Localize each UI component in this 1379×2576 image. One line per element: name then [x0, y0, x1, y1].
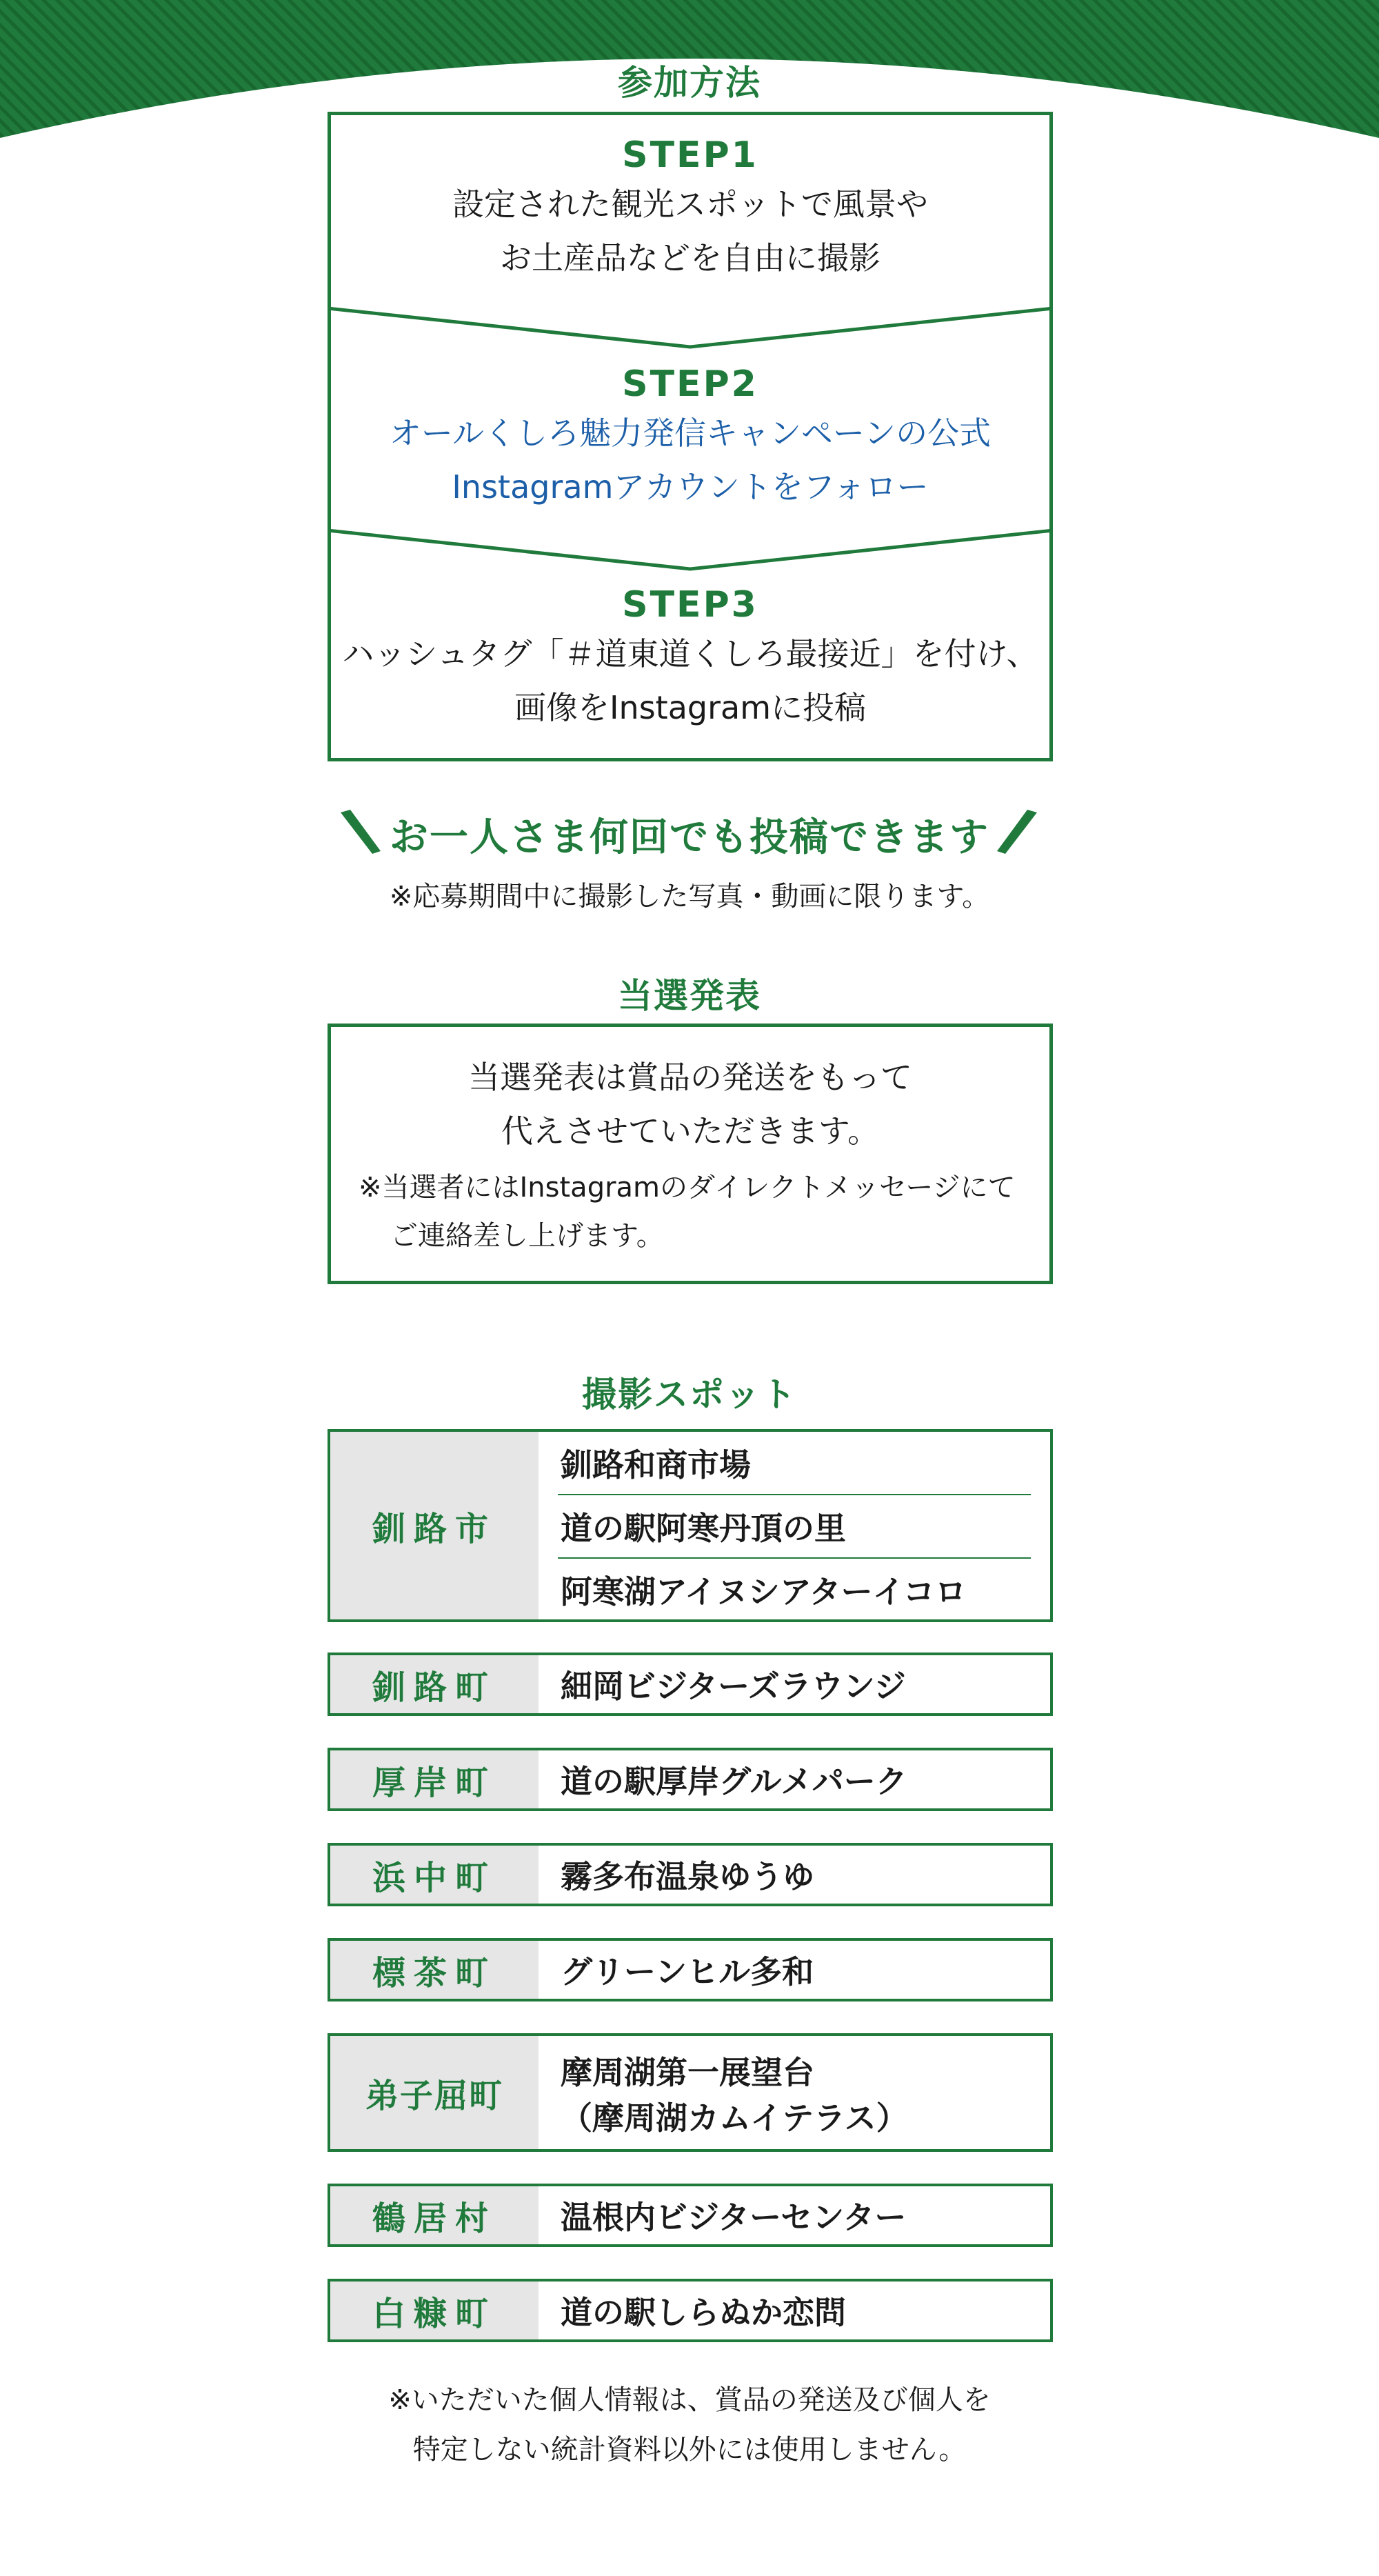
spot-name: 道の駅厚岸グルメパーク — [561, 1763, 907, 1800]
step-1-line2: お土産品などを自由に撮影 — [500, 239, 880, 277]
spot-row-akkeshi — [328, 1748, 1053, 1811]
step-3-line2: 画像をInstagramに投稿 — [514, 689, 867, 726]
step-2-line1: オールくしろ魅力発信キャンペーンの公式 — [389, 415, 992, 452]
town-label: 厚岸町 — [330, 1750, 538, 1808]
privacy-note-line2: 特定しない統計資料以外には使用しません。 — [412, 2434, 967, 2466]
town-label: 標茶町 — [330, 1941, 538, 1999]
step-2-label: STEP2 — [622, 363, 758, 405]
step-2-line2: Instagramアカウントをフォロー — [452, 468, 929, 506]
step-3 — [331, 584, 1049, 735]
step-1-line1: 設定された観光スポットで風景や — [452, 186, 928, 223]
spot-row-shibecha — [328, 1938, 1053, 2001]
step-divider-chevron — [328, 528, 1053, 573]
spot-row-hamanaka — [328, 1843, 1053, 1906]
spot-row-kushiro-city — [328, 1429, 1053, 1622]
participation-title: 参加方法 — [618, 63, 761, 103]
step-1 — [331, 134, 1049, 285]
announcement-note2: ご連絡差し上げます。 — [390, 1220, 664, 1252]
announcement-line2: 代えさせていただきます。 — [501, 1112, 880, 1150]
post-anytime-headline: お一人さま何回でも投稿できます — [390, 815, 989, 860]
town-label: 弟子屈町 — [330, 2036, 538, 2149]
announcement-line1: 当選発表は賞品の発送をもって — [468, 1059, 912, 1096]
spot-name: 霧多布温泉ゆうゆ — [561, 1858, 814, 1895]
spot-name: グリーンヒル多和 — [561, 1953, 814, 1990]
spot-name: 釧路和商市場 — [561, 1446, 751, 1484]
town-label: 鶴居村 — [330, 2186, 538, 2244]
town-label: 釧路市 — [330, 1432, 538, 1619]
spot-row-tsurui — [328, 2184, 1053, 2247]
town-label: 白糠町 — [330, 2282, 538, 2339]
step-3-label: STEP3 — [622, 584, 758, 626]
spot-name: 摩周湖第一展望台 — [561, 2054, 814, 2091]
step-divider-chevron — [328, 306, 1053, 351]
spots-title: 撮影スポット — [582, 1375, 797, 1415]
right-slash-icon — [993, 808, 1041, 857]
step-1-label: STEP1 — [622, 134, 758, 176]
spot-name: 細岡ビジターズラウンジ — [561, 1668, 906, 1705]
spot-row-shiranuka — [328, 2279, 1053, 2342]
privacy-note-line1: ※いただいた個人情報は、賞品の発送及び個人を — [388, 2384, 991, 2416]
spot-name: （摩周湖カムイテラス） — [561, 2099, 908, 2137]
spot-name: 道の駅阿寒丹頂の里 — [561, 1510, 846, 1547]
step-2 — [331, 363, 1049, 514]
step-3-line1: ハッシュタグ「＃道東道くしろ最接近」を付け、 — [342, 635, 1038, 672]
announcement-title: 当選発表 — [618, 976, 761, 1016]
period-note: ※応募期間中に撮影した写真・動画に限ります。 — [389, 881, 990, 912]
town-label: 釧路町 — [330, 1655, 538, 1713]
spot-name: 道の駅しらぬか恋問 — [561, 2294, 846, 2331]
spot-row-kushiro-town — [328, 1653, 1053, 1716]
town-label: 浜中町 — [330, 1846, 538, 1904]
spot-name: 温根内ビジターセンター — [561, 2199, 907, 2236]
spot-row-teshikaga — [328, 2033, 1053, 2152]
announcement-box — [328, 1024, 1053, 1284]
steps-box — [328, 112, 1053, 761]
spot-name: 阿寒湖アイヌシアターイコロ — [561, 1573, 967, 1610]
announcement-note1: ※当選者にはInstagramのダイレクトメッセージにて — [359, 1172, 1016, 1204]
